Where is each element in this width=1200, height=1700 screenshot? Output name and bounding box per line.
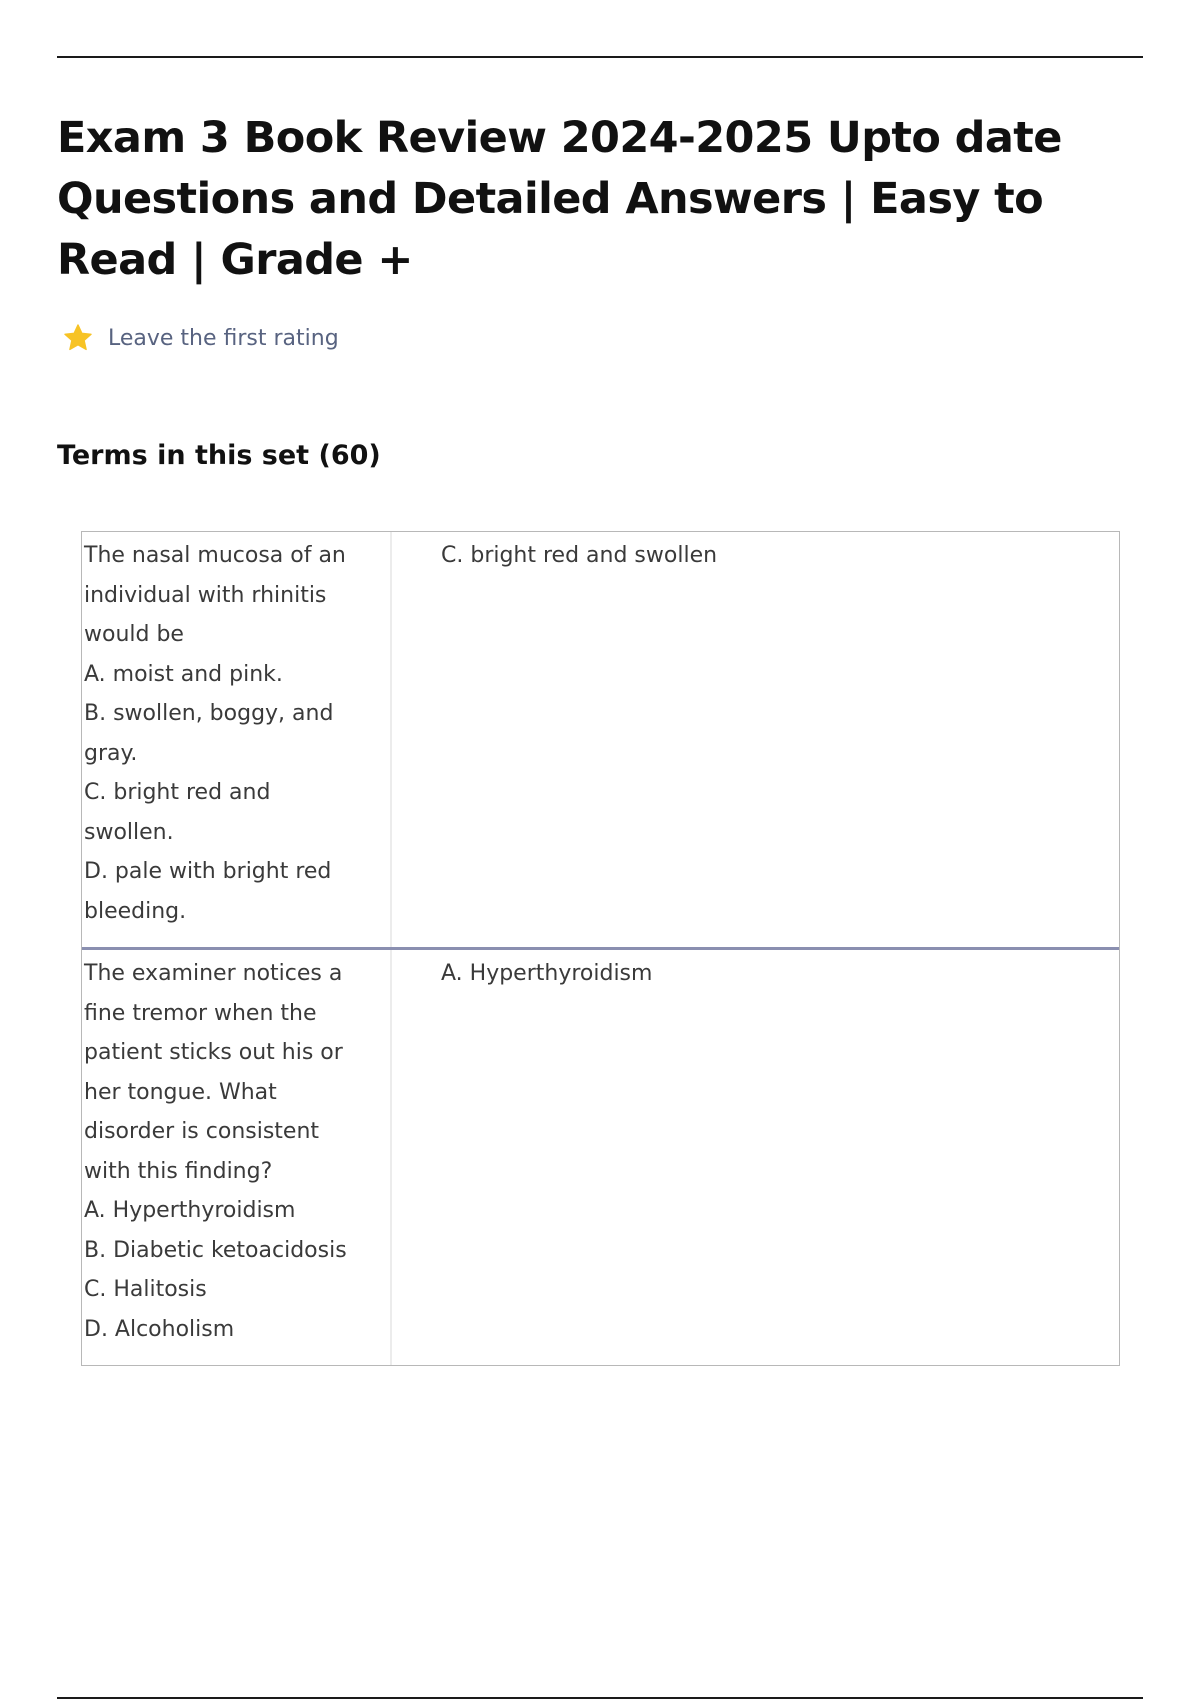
terms-table [81, 531, 1120, 1366]
table-row [82, 532, 1119, 947]
definition-cell: A. Hyperthyroidism [441, 961, 653, 986]
bottom-divider [57, 1697, 1143, 1699]
page-title: Exam 3 Book Review 2024-2025 Upto date Questions and Detailed Answers | Easy to Read | Grade + [57, 113, 1062, 285]
leave-rating-button[interactable] [62, 320, 339, 356]
top-divider [57, 56, 1143, 58]
rating-label: Leave the first rating [108, 325, 339, 351]
star-icon [62, 322, 94, 354]
term-cell: The examiner notices a fine tremor when the patient sticks out his or her tongue. What disorder is consistent with this finding? A. Hyperthyroidism B. Diabetic ketoacidosis C. Halitosis D. Alcoholism [82, 950, 392, 1365]
definition-cell: C. bright red and swollen [441, 543, 718, 568]
table-row [82, 947, 1119, 1365]
terms-heading: Terms in this set (60) [57, 440, 381, 471]
term-cell: The nasal mucosa of an individual with rhinitis would be A. moist and pink. B. swollen, boggy, and gray. C. bright red and swollen. D. pale with bright red bleeding. [82, 532, 392, 947]
